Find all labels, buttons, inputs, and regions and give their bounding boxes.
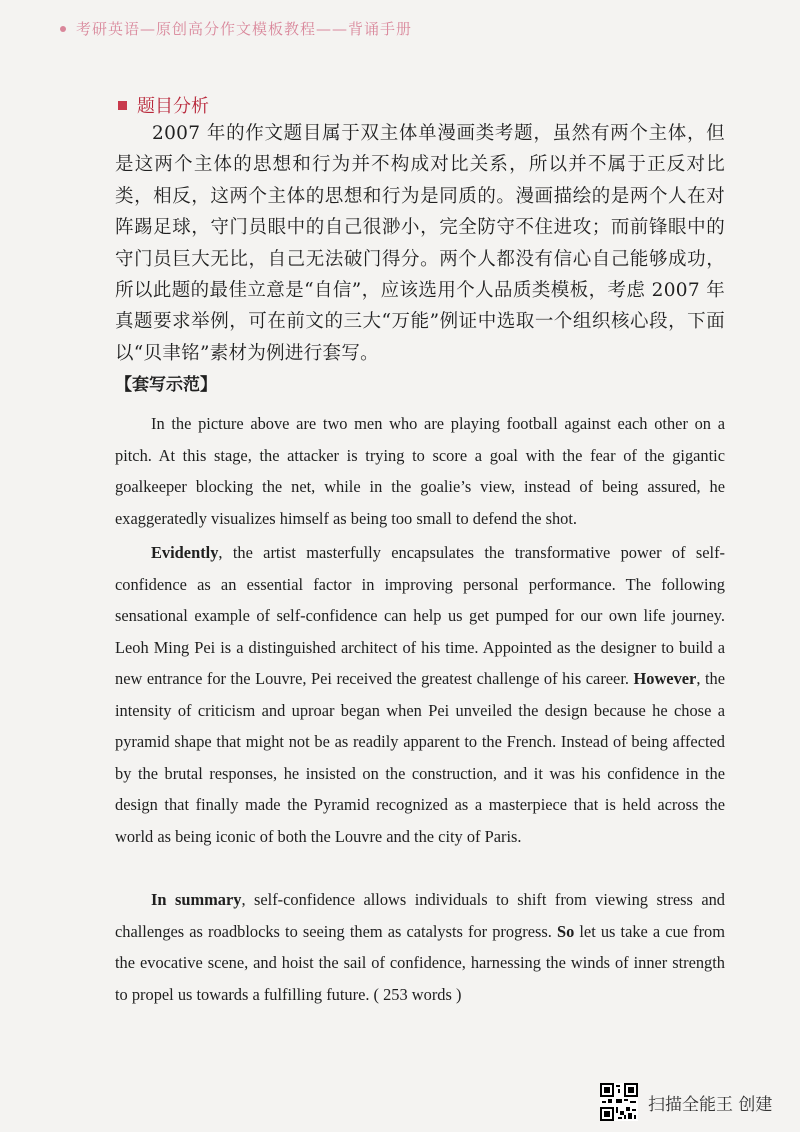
sample-heading: 【套写示范】 xyxy=(115,375,217,395)
essay-paragraph-2 xyxy=(115,537,725,852)
qr-code-icon xyxy=(600,1083,638,1121)
scanner-label: 扫描全能王 创建 xyxy=(648,1094,773,1115)
essay-p3-text-a: , self-confidence allows individuals to shift from viewing stress and challenges as roadblocks to seeing them as catalysts for progress. xyxy=(115,890,726,941)
essay-p3-lead: In summary xyxy=(151,890,242,909)
essay-p2-text-a: , the artist masterfully encapsulates the transformative power of self-confidence as an essential factor in improving personal performance. The following sensational example of self-confidence can help us get pumped for our own life journey. Leoh Ming Pei is a distinguished architect of his time. Appointed as the designer to build a new entrance for the Louvre, Pei received the greatest challenge of his career. xyxy=(115,543,725,688)
analysis-heading xyxy=(118,92,209,118)
analysis-paragraph: 2007 年的作文题目属于双主体单漫画类考题，虽然有两个主体，但是这两个主体的思想和行为并不构成对比关系，所以并不属于正反对比类，相反，这两个主体的思想和行为是同质的。漫画描绘的是两个人在对阵踢足球，守门员眼中的自己很渺小，完全防守不住进攻；而前锋眼中的守门员巨大无比，自己无法破门得分。两个人都没有信心自己能够成功，所以此题的最佳立意是“自信”，应该选用个人品质类模板，考虑 2007 年真题要求举例，可在前文的三大“万能”例证中选取一个组织核心段，下面以“贝聿铭”素材为例进行套写。 xyxy=(115,123,725,364)
header-title: 考研英语—原创高分作文模板教程——背诵手册 xyxy=(76,20,413,38)
essay-p3-so: So xyxy=(556,921,575,941)
page-header xyxy=(60,18,412,39)
header-bullet-icon xyxy=(60,26,66,32)
analysis-heading-text: 题目分析 xyxy=(137,96,209,117)
essay-p3-text-b: let us take a cue from the evocative scene, and hoist the sail of confidence, harnessing the winds of inner strength to propel us towards a fulfilling future. ( 253 words ) xyxy=(115,921,725,1004)
essay-paragraph-3 xyxy=(115,884,725,1010)
essay-p2-however: However xyxy=(633,669,697,688)
essay-p2-lead: Evidently xyxy=(151,543,219,562)
square-bullet-icon xyxy=(118,101,127,110)
scanner-watermark xyxy=(600,1083,772,1121)
essay-p2-text-b: , the intensity of criticism and uproar began when Pei unveiled the design because he chose a pyramid shape that might not be as readily apparent to the French. Instead of being affected by the brutal responses, he insisted on the construction, and it was his confidence in the design that finally made the Pyramid recognized as a masterpiece that is held across the world as being iconic of both the Louvre and the city of Paris. xyxy=(115,669,725,846)
essay-paragraph-1: In the picture above are two men who are playing football against each other on a pitch. At this stage, the attacker is trying to score a goal with the fear of the gigantic goalkeeper blocking the net, while in the goalie’s view, instead of being assured, he exaggeratedly visualizes himself as being too small to defend the shot. xyxy=(115,414,725,528)
